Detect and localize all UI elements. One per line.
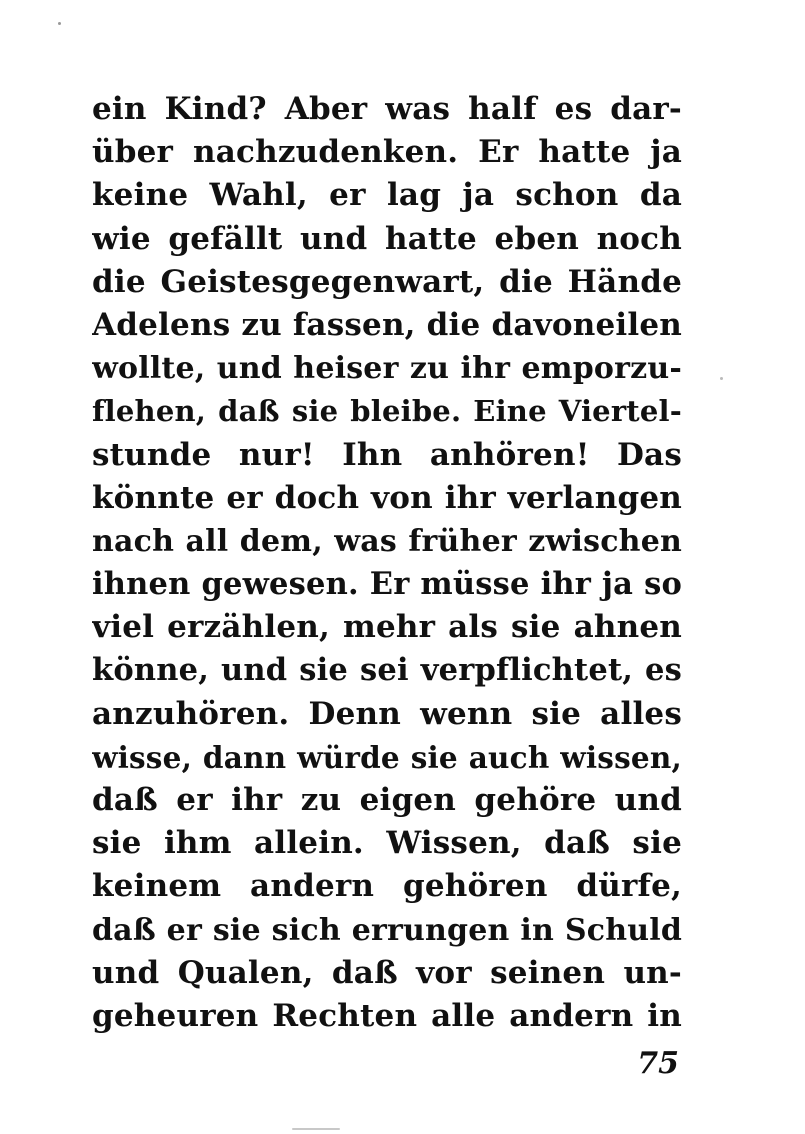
text-line: Adelens zu fassen, die davoneilen (92, 306, 682, 343)
text-line: flehen, daß sie bleibe. Eine Viertel- (92, 394, 682, 429)
text-line: und Qualen, daß vor seinen un- (92, 954, 682, 991)
text-line: nach all dem, was früher zwischen (92, 523, 682, 559)
text-line: wisse, dann würde sie auch wissen, (92, 739, 682, 775)
text-line: geheuren Rechten alle andern in (92, 997, 682, 1034)
scan-smudge (292, 1128, 340, 1130)
body-text (92, 88, 682, 1038)
text-line: stunde nur! Ihn anhören! Das (92, 436, 682, 473)
text-line: sie ihm allein. Wissen, daß sie (92, 825, 682, 862)
paper-speck (58, 22, 61, 25)
text-line: keine Wahl, er lag ja schon da (92, 177, 682, 214)
text-line: über nachzudenken. Er hatte ja (92, 134, 682, 171)
text-line: könnte er doch von ihr verlangen (92, 479, 682, 516)
text-line: die Geistesgegenwart, die Hände (92, 263, 682, 300)
text-line: daß er sie sich errungen in Schuld (92, 912, 682, 948)
text-line: wollte, und heiser zu ihr emporzu- (92, 351, 682, 387)
text-line: könne, und sie sei verpflichtet, es (92, 652, 682, 689)
paper-speck (720, 377, 723, 380)
text-line: ein Kind? Aber was half es dar- (92, 91, 682, 127)
text-line: wie gefällt und hatte eben noch (92, 220, 682, 257)
text-line: viel erzählen, mehr als sie ahnen (92, 609, 682, 646)
text-line: keinem andern gehören dürfe, (92, 868, 682, 905)
page-number: 75 (637, 1046, 679, 1081)
text-line: daß er ihr zu eigen gehöre und (92, 782, 682, 818)
text-line: anzuhören. Denn wenn sie alles (92, 695, 682, 732)
text-line: ihnen gewesen. Er müsse ihr ja so (92, 566, 682, 603)
